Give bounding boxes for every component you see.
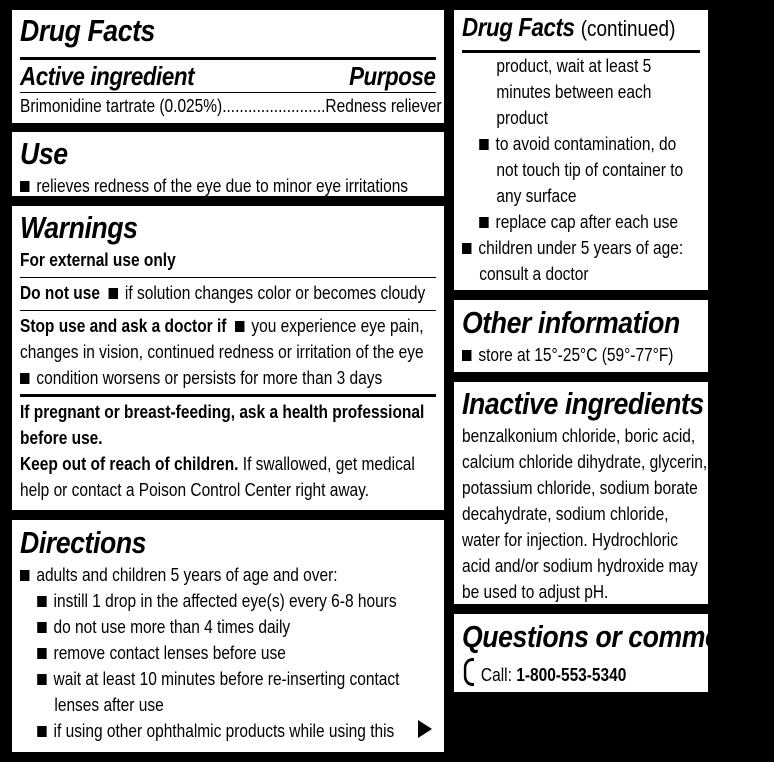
other-information-panel [454,300,708,372]
purpose-heading: Purpose [349,61,436,91]
continued-item-children: children under 5 years of age: [462,235,667,261]
bullet-square-icon [20,570,29,581]
inactive-line-7: be used to adjust pH. [462,582,609,602]
bullet-square-icon [20,181,29,192]
continued-item-contamination-3: any surface [496,186,577,206]
keep-out-line: Keep out of reach of children. If swallowed, get medical [20,454,415,474]
direction-item-4-cont: lenses after use [54,695,164,715]
inactive-line-3: potassium chloride, sodium borate [462,478,698,498]
use-item: relieves redness of the eye due to minor eye irritations [20,173,378,199]
ingredient-name: Brimonidine tartrate (0.025%) [20,96,223,116]
use-panel [12,132,444,196]
do-not-use-line: Do not use if solution changes color or becomes cloudy [20,283,426,303]
bullet-square-icon [109,288,118,299]
inactive-line-2: calcium chloride dihydrate, glycerin, [462,452,708,472]
other-information-title: Other information [462,305,680,340]
continued-panel [454,10,708,290]
pregnant-line-2: before use. [20,428,103,448]
continued-line-3: product [496,108,549,128]
direction-item-5: if using other ophthalmic products while using this [20,718,378,744]
bullet-square-icon [479,217,488,228]
leader-dots: ........................ [222,96,326,116]
continued-title: Drug Facts (continued) [462,12,676,42]
inactive-line-6: acid and/or sodium hydroxide may [462,556,698,576]
purpose-value: Redness reliever [325,96,442,116]
bullet-square-icon [37,726,46,737]
directions-adults: adults and children 5 years of age and over: [20,562,378,588]
stop-use-line-2: changes in vision, continued redness or irritation of the eye [20,342,424,362]
direction-item-2: do not use more than 4 times daily [20,614,378,640]
active-ingredient-heading: Active ingredient [20,61,195,91]
continued-item-contamination-2: not touch tip of container to [496,160,684,180]
external-use-line: For external use only [20,250,176,270]
directions-title: Directions [20,525,147,560]
stop-use-line: Stop use and ask a doctor if you experience eye pain, [20,316,424,336]
bullet-square-icon [37,674,46,685]
pregnant-line-1: If pregnant or breast-feeding, ask a health professional [20,402,425,422]
direction-item-4: wait at least 10 minutes before re-inserting contact [20,666,378,692]
storage-item: store at 15°-25°C (59°-77°F) [462,342,667,368]
bullet-square-icon [37,648,46,659]
bullet-square-icon [462,243,471,254]
continued-arrow-icon [418,720,432,738]
bullet-square-icon [462,350,471,361]
questions-title: Questions or comments? [462,619,774,654]
drug-facts-title: Drug Facts [20,13,155,48]
bullet-square-icon [479,139,488,150]
phone-number: 1-800-553-5340 [516,665,627,685]
warnings-panel [12,206,444,510]
continued-line-2: minutes between each [496,82,652,102]
inactive-ingredients-title: Inactive ingredients [462,386,704,421]
bullet-square-icon [37,622,46,633]
stop-use-line-3: condition worsens or persists for more than 3 days [20,365,378,391]
bullet-square-icon [37,596,46,607]
inactive-ingredients-panel [454,382,708,604]
directions-panel [12,520,444,752]
drug-facts-panel [12,10,444,123]
inactive-line-5: water for injection. Hydrochloric [462,530,678,550]
keep-out-line-2: help or contact a Poison Control Center right away. [20,480,370,500]
active-ingredient-line [20,93,442,119]
phone-icon [464,658,474,686]
use-title: Use [20,136,68,171]
bullet-square-icon [235,321,244,332]
continued-line-1: product, wait at least 5 [496,56,652,76]
questions-panel [454,614,774,692]
continued-item-children-2: consult a doctor [479,264,589,284]
continued-item-contamination: to avoid contamination, do [462,131,667,157]
warnings-title: Warnings [20,210,138,245]
direction-item-3: remove contact lenses before use [20,640,378,666]
inactive-line-4: decahydrate, sodium chloride, [462,504,669,524]
call-label: Call: [480,665,512,685]
direction-item-1: instill 1 drop in the affected eye(s) every 6-8 hours [20,588,378,614]
bullet-square-icon [20,373,29,384]
inactive-line-1: benzalkonium chloride, boric acid, [462,426,696,446]
call-line [462,658,667,688]
continued-item-cap: replace cap after each use [462,209,667,235]
